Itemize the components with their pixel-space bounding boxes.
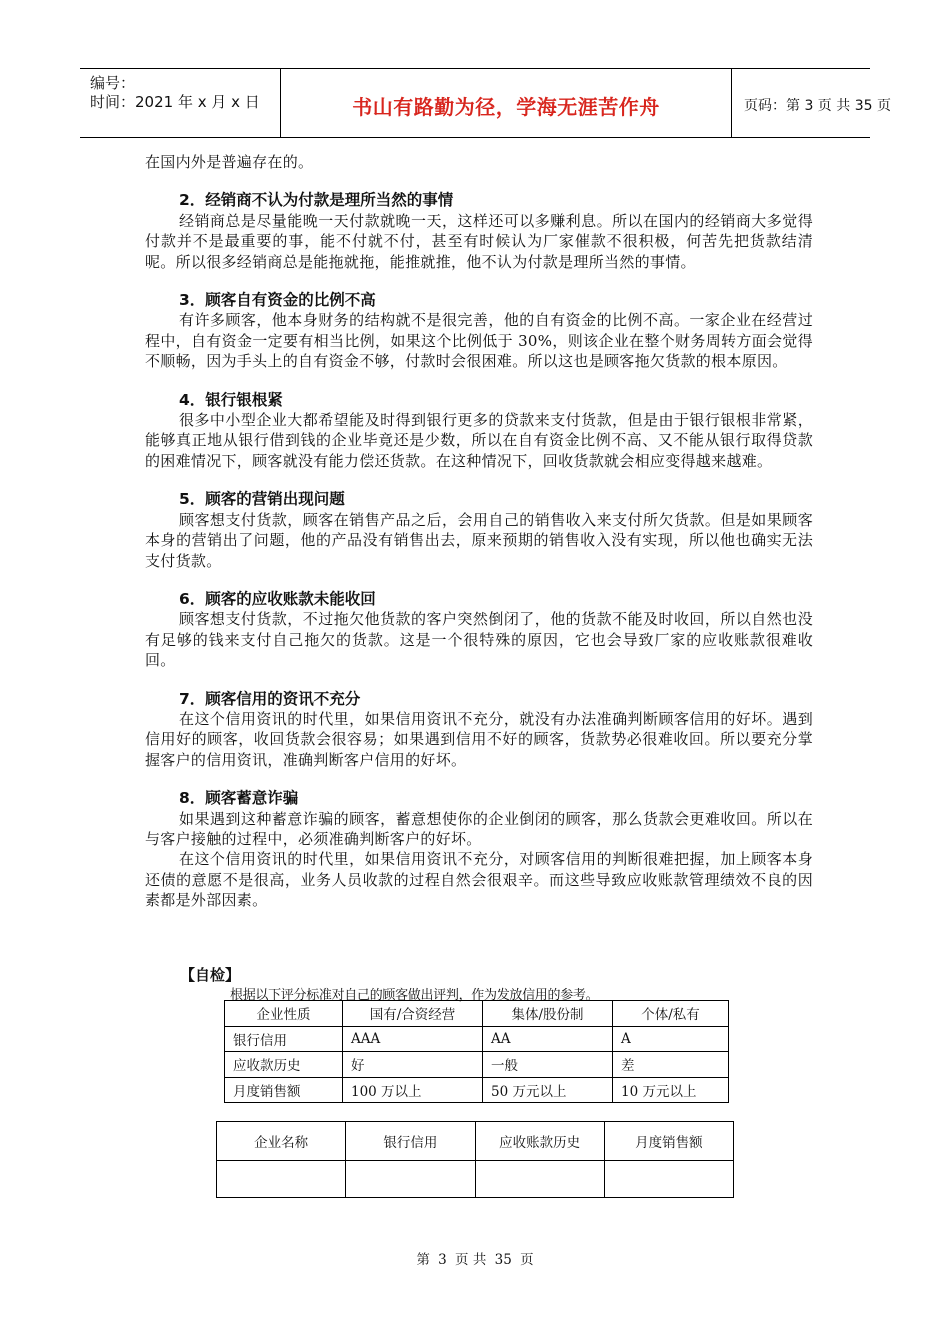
section-title: 3．顾客自有资金的比例不高	[179, 291, 376, 310]
table-cell: AA	[483, 1026, 613, 1052]
section-paragraph: 顾客想支付货款，不过拖欠他货款的客户突然倒闭了，他的货款不能及时收回，所以自然也没有足够的钱来支付自己拖欠的货款。这是一个很特殊的原因，它也会导致厂家的应收账款很难收回。	[145, 610, 813, 670]
table-header-cell: 企业性质	[225, 1001, 343, 1027]
table-header-cell: 企业名称	[217, 1122, 346, 1161]
intro-paragraph: 在国内外是普遍存在的。	[145, 153, 314, 171]
customer-evaluation-table	[216, 1121, 734, 1198]
footer-page-number: 3	[438, 1252, 447, 1268]
self-check-title: 【自检】	[180, 966, 241, 984]
table-cell: 应收款历史	[225, 1052, 343, 1078]
table-header-row	[217, 1122, 734, 1161]
table-cell: AAA	[343, 1026, 483, 1052]
table-header-cell: 应收账款历史	[475, 1122, 604, 1161]
table-header-cell: 集体/股份制	[483, 1001, 613, 1027]
table-header-cell: 银行信用	[346, 1122, 475, 1161]
section-title: 6．顾客的应收账款未能收回	[179, 589, 376, 608]
table-cell: 10 万元以上	[613, 1077, 729, 1103]
table-cell: 50 万元以上	[483, 1077, 613, 1103]
table-cell: 银行信用	[225, 1026, 343, 1052]
header-page-number: 页码：第 3 页 共 35 页	[744, 98, 891, 114]
page-footer	[0, 1248, 950, 1268]
header-motto-cell	[281, 69, 732, 137]
section-paragraph: 顾客想支付货款，顾客在销售产品之后，会用自己的销售收入来支付所欠货款。但是如果顾客本身的营销出了问题，他的产品没有销售出去，原来预期的销售收入没有实现，所以他也确实无法支付货款。	[145, 510, 813, 570]
table-cell-blank[interactable]	[475, 1161, 604, 1198]
section-paragraph: 在这个信用资讯的时代里，如果信用资讯不充分，对顾客信用的判断很难把握，加上顾客本身还债的意愿不是很高，业务人员收款的过程自然会很艰辛。而这些导致应收账款管理绩效不良的因素都是外部因素。	[145, 850, 813, 910]
table-cell: A	[613, 1026, 729, 1052]
table-cell: 月度销售额	[225, 1077, 343, 1103]
header-page-cell	[732, 69, 891, 137]
table-header-row	[225, 1001, 729, 1027]
footer-suffix: 页	[520, 1252, 534, 1268]
table-cell-blank[interactable]	[346, 1161, 475, 1198]
table-cell-blank[interactable]	[217, 1161, 346, 1198]
table-row	[225, 1077, 729, 1103]
table-cell: 一般	[483, 1052, 613, 1078]
table-cell: 100 万以上	[343, 1077, 483, 1103]
page-header	[80, 68, 891, 138]
footer-total-pages: 35	[494, 1252, 512, 1268]
section-paragraph: 经销商总是尽量能晚一天付款就晚一天，这样还可以多赚利息。所以在国内的经销商大多觉得付款并不是最重要的事，能不付就不付，甚至有时候认为厂家催款不很积极，何苦先把货款结清呢。所以很多经销商总是能拖就拖，能推就推，他不认为付款是理所当然的事情。	[145, 211, 813, 271]
table-header-cell: 月度销售额	[604, 1122, 733, 1161]
table-row	[225, 1052, 729, 1078]
table-cell-blank[interactable]	[604, 1161, 733, 1198]
table-header-cell: 国有/合资经营	[343, 1001, 483, 1027]
document-date-label: 时间：2021 年 x 月 x 日	[90, 93, 260, 111]
credit-criteria-table	[224, 1000, 729, 1103]
header-info-cell	[80, 69, 281, 137]
table-cell: 差	[613, 1052, 729, 1078]
self-check-note: 根据以下评分标准对自己的顾客做出评判，作为发放信用的参考。	[230, 988, 599, 1003]
section-paragraph: 如果遇到这种蓄意诈骗的顾客，蓄意想使你的企业倒闭的顾客，那么货款会更难收回。所以在与客户接触的过程中，必须准确判断客户的好坏。	[145, 809, 813, 848]
table-cell: 好	[343, 1052, 483, 1078]
section-title: 8．顾客蓄意诈骗	[179, 789, 299, 808]
footer-mid: 页 共	[455, 1252, 487, 1268]
document-code-label: 编号：	[90, 74, 136, 92]
table-row	[225, 1026, 729, 1052]
section-paragraph: 有许多顾客，他本身财务的结构就不是很完善，他的自有资金的比例不高。一家企业在经营过程中，自有资金一定要有相当比例，如果这个比例低于 30%，则该企业在整个财务周转方面会觉得不顺畅，因为手头上的自有资金不够，付款时会很困难。所以这也是顾客拖欠货款的根本原因。	[145, 311, 813, 371]
table-row	[217, 1161, 734, 1198]
footer-prefix: 第	[416, 1252, 430, 1268]
section-title: 7．顾客信用的资讯不充分	[179, 689, 361, 708]
table-header-cell: 个体/私有	[613, 1001, 729, 1027]
section-title: 5．顾客的营销出现问题	[179, 490, 345, 509]
document-body	[145, 152, 813, 911]
section-paragraph: 很多中小型企业大都希望能及时得到银行更多的贷款来支付货款，但是由于银行银根非常紧，能够真正地从银行借到钱的企业毕竟还是少数，所以在自有资金比例不高、又不能从银行取得贷款的困难情况下，顾客就没有能力偿还货款。在这种情况下，回收货款就会相应变得越来越难。	[145, 411, 813, 470]
section-title: 2．经销商不认为付款是理所当然的事情	[179, 191, 454, 210]
section-paragraph: 在这个信用资讯的时代里，如果信用资讯不充分，就没有办法准确判断顾客信用的好坏。遇到信用好的顾客，收回货款会很容易；如果遇到信用不好的顾客，货款势必很难收回。所以要充分掌握客户的信用资讯，准确判断客户信用的好坏。	[145, 709, 813, 769]
section-title: 4．银行银根紧	[179, 390, 283, 409]
header-motto: 书山有路勤为径，学海无涯苦作舟	[352, 95, 660, 119]
